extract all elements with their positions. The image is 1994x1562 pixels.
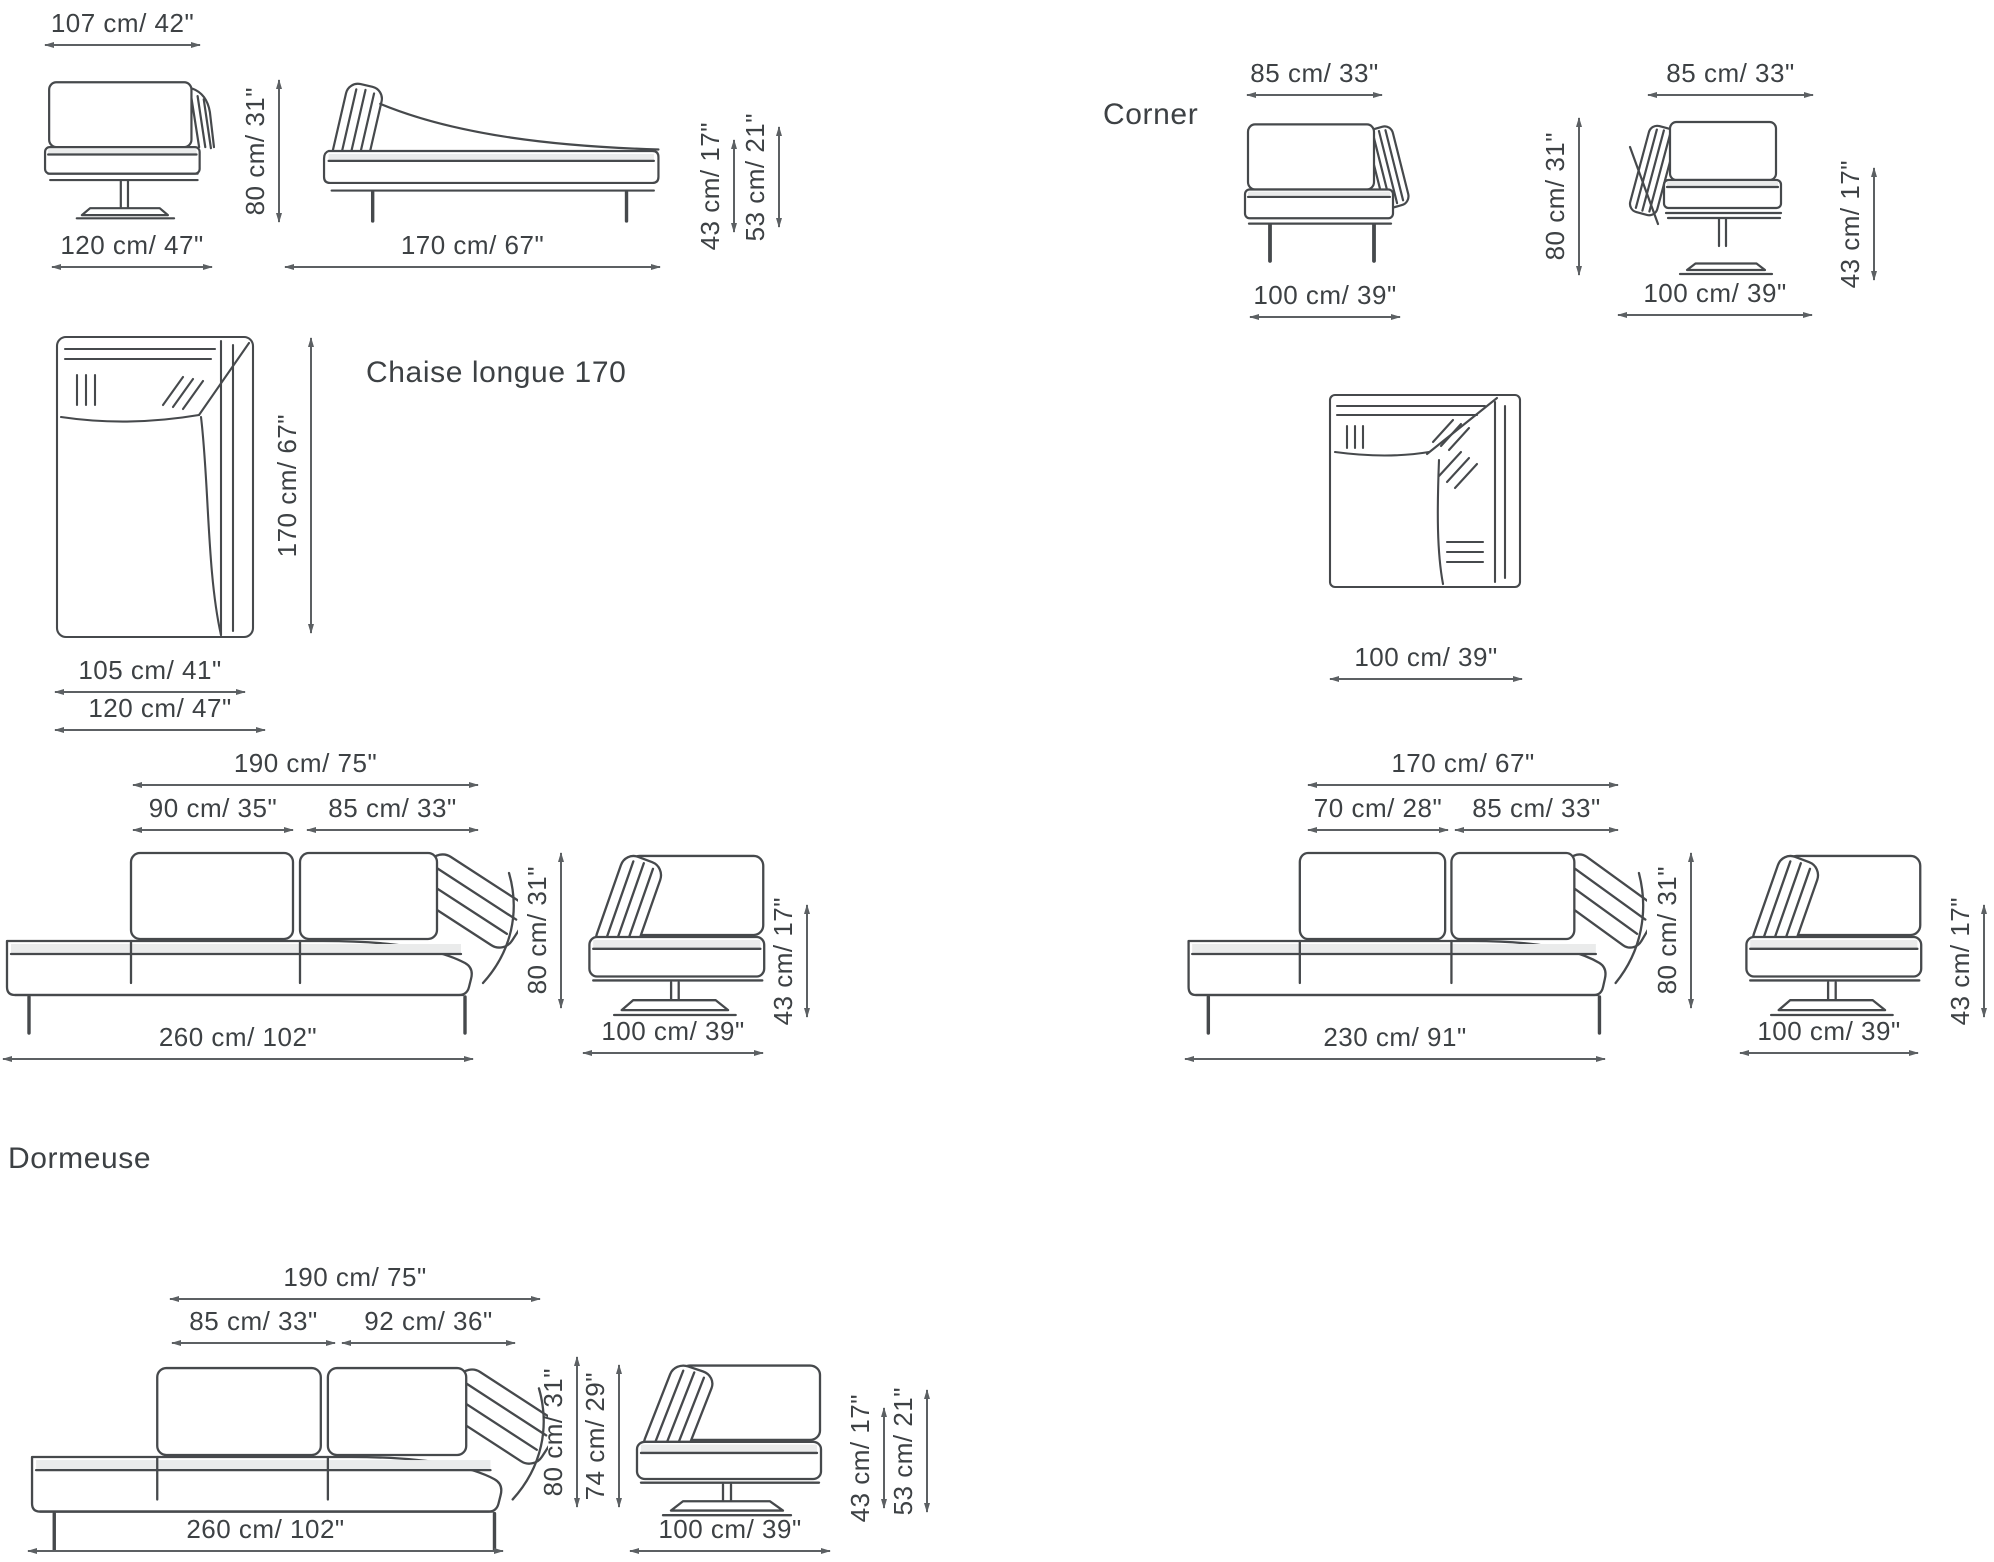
sofa170-side-view-drawing	[1735, 850, 1925, 1018]
dim-label: 190 cm/ 75"	[233, 748, 378, 778]
dim-label: 85 cm/ 33"	[1250, 58, 1379, 88]
dim-label: 53 cm/ 21"	[740, 112, 770, 242]
dim-dormeuse-segment-left	[172, 1306, 335, 1344]
dimension-line	[618, 1365, 620, 1507]
dim-label: 100 cm/ 39"	[601, 1016, 745, 1046]
dim-label: 100 cm/ 39"	[1757, 1016, 1901, 1046]
dim-sofa190-seat-height	[768, 896, 808, 1026]
dim-dormeuse-seat-height	[845, 1393, 885, 1523]
dim-chaise-plan-width-outer	[55, 693, 265, 731]
dimension-line	[560, 853, 562, 1008]
dimension-line	[45, 44, 200, 46]
corner-front-view-left-drawing	[1243, 118, 1411, 278]
dimension-line	[926, 1390, 928, 1512]
dim-label: 120 cm/ 47"	[88, 693, 232, 723]
dim-label: 90 cm/ 35"	[148, 793, 278, 823]
dimension-line	[307, 829, 478, 831]
dim-chaise-side-length	[285, 230, 660, 268]
dimension-line	[3, 1058, 473, 1060]
dim-corner-left-width-bottom	[1250, 280, 1400, 318]
dim-dormeuse-back-edge-height	[888, 1386, 928, 1516]
dimension-line	[1247, 94, 1382, 96]
dim-corner-seat-height	[1835, 159, 1875, 289]
dim-label: 260 cm/ 102"	[158, 1022, 318, 1052]
dim-label: 100 cm/ 39"	[1354, 642, 1498, 672]
dimension-line	[1983, 905, 1985, 1017]
corner-plan-view-drawing	[1327, 392, 1525, 590]
dim-label: 85 cm/ 33"	[1666, 58, 1795, 88]
chaise-side-view-drawing	[283, 78, 663, 224]
dim-corner-plan-width	[1330, 642, 1522, 680]
dim-dormeuse-segment-right	[342, 1306, 515, 1344]
section-title-corner: Corner	[1103, 98, 1199, 131]
dim-label: 85 cm/ 33"	[1472, 793, 1601, 823]
dimension-line	[1455, 829, 1618, 831]
dim-sofa190-segment-right	[307, 793, 478, 831]
dimension-line	[1308, 829, 1448, 831]
dim-chaise-back-edge-height	[740, 112, 780, 242]
dim-label: 260 cm/ 102"	[186, 1514, 345, 1544]
dimension-line	[133, 784, 478, 786]
dim-dormeuse-overall-length	[28, 1514, 503, 1552]
dimension-line	[55, 729, 265, 731]
dimension-line	[28, 1550, 503, 1552]
dim-sofa170-overall-length	[1185, 1022, 1605, 1060]
dim-label: 70 cm/ 28"	[1313, 793, 1443, 823]
dimension-line	[170, 1298, 540, 1300]
dim-label: 120 cm/ 47"	[60, 230, 204, 260]
dim-label: 43 cm/ 17"	[1835, 159, 1865, 289]
section-title-dormeuse: Dormeuse	[8, 1142, 152, 1175]
dimension-line	[1308, 784, 1618, 786]
dim-chaise-front-width-bottom	[52, 230, 212, 268]
dim-label: 43 cm/ 17"	[695, 121, 725, 251]
dimension-line	[1330, 678, 1522, 680]
dimension-line	[1648, 94, 1813, 96]
sofa190-front-view-drawing	[3, 845, 518, 1035]
dimension-line	[630, 1550, 830, 1552]
dim-sofa170-height	[1652, 853, 1692, 1008]
dim-label: 92 cm/ 36"	[364, 1306, 493, 1336]
corner-front-view-right-drawing	[1617, 115, 1819, 281]
dim-label: 80 cm/ 31"	[538, 1367, 568, 1497]
dimension-line	[1578, 118, 1580, 275]
dimension-line	[778, 127, 780, 227]
dim-label: 80 cm/ 31"	[240, 86, 270, 216]
sofa190-side-view-drawing	[578, 850, 768, 1018]
dimension-line	[576, 1357, 578, 1507]
dim-sofa170-segment-right	[1455, 793, 1618, 831]
dimension-line	[310, 338, 312, 633]
dim-sofa190-height	[522, 853, 562, 1008]
dim-sofa190-depth	[583, 1016, 763, 1054]
sofa170-front-view-drawing	[1185, 845, 1647, 1035]
dim-label: 100 cm/ 39"	[658, 1514, 802, 1544]
dim-label: 85 cm/ 33"	[189, 1306, 318, 1336]
dimension-line	[733, 140, 735, 232]
dimension-line	[52, 266, 212, 268]
dim-corner-height	[1540, 118, 1580, 275]
dim-corner-right-width-bottom	[1618, 278, 1812, 316]
dim-chaise-front-width-top	[45, 8, 200, 46]
dim-sofa190-overall-length	[3, 1022, 473, 1060]
dimension-line	[285, 266, 660, 268]
dim-label: 190 cm/ 75"	[283, 1262, 427, 1292]
dimension-line	[806, 905, 808, 1017]
dim-label: 230 cm/ 91"	[1323, 1022, 1467, 1052]
dim-dormeuse-height	[538, 1357, 578, 1507]
dim-chaise-plan-width-inner	[55, 655, 245, 693]
dim-label: 43 cm/ 17"	[845, 1393, 875, 1523]
dimension-line	[1740, 1052, 1918, 1054]
dim-sofa170-seat-height	[1945, 896, 1985, 1026]
dimension-line	[278, 80, 280, 222]
chaise-plan-view-drawing	[53, 333, 265, 643]
dim-corner-right-width-top	[1648, 58, 1813, 96]
dim-label: 80 cm/ 31"	[1540, 132, 1570, 261]
dim-sofa190-total-width	[133, 748, 478, 786]
dim-sofa170-segment-left	[1308, 793, 1448, 831]
dim-sofa190-segment-left	[133, 793, 293, 831]
dim-label: 80 cm/ 31"	[1652, 866, 1682, 995]
dimension-line	[133, 829, 293, 831]
dim-label: 43 cm/ 17"	[1945, 896, 1975, 1026]
dim-label: 170 cm/ 67"	[400, 230, 545, 260]
dimension-line	[583, 1052, 763, 1054]
dimension-line	[342, 1342, 515, 1344]
dimension-line	[172, 1342, 335, 1344]
dim-label: 105 cm/ 41"	[78, 655, 222, 685]
dim-chaise-seat-height	[695, 121, 735, 251]
dim-dormeuse-depth	[630, 1514, 830, 1552]
dim-label: 100 cm/ 39"	[1253, 280, 1397, 310]
dim-sofa170-total-width	[1308, 748, 1618, 786]
dimension-line	[1250, 316, 1400, 318]
dim-label: 43 cm/ 17"	[768, 896, 798, 1026]
dim-dormeuse-total-width	[170, 1262, 540, 1300]
dim-label: 80 cm/ 31"	[522, 866, 552, 995]
dim-label: 85 cm/ 33"	[328, 793, 457, 823]
dimension-line	[883, 1408, 885, 1508]
dimension-line	[1690, 853, 1692, 1008]
dormeuse-side-view-drawing	[625, 1360, 825, 1518]
dim-chaise-plan-depth	[272, 338, 312, 633]
dim-label: 170 cm/ 67"	[1391, 748, 1535, 778]
dim-sofa170-depth	[1740, 1016, 1918, 1054]
dim-label: 53 cm/ 21"	[888, 1386, 918, 1516]
chaise-front-view-drawing	[43, 78, 215, 230]
dim-label: 107 cm/ 42"	[50, 8, 195, 38]
dim-corner-left-width-top	[1247, 58, 1382, 96]
dim-label: 74 cm/ 29"	[580, 1371, 610, 1501]
section-title-chaise-longue: Chaise longue 170	[366, 356, 627, 389]
dim-label: 170 cm/ 67"	[272, 413, 302, 558]
dimension-line	[1618, 314, 1812, 316]
dimension-line	[1185, 1058, 1605, 1060]
dim-label: 100 cm/ 39"	[1643, 278, 1787, 308]
dim-chaise-height	[240, 80, 280, 222]
dim-dormeuse-back-height	[580, 1365, 620, 1507]
dimension-line	[1873, 168, 1875, 280]
